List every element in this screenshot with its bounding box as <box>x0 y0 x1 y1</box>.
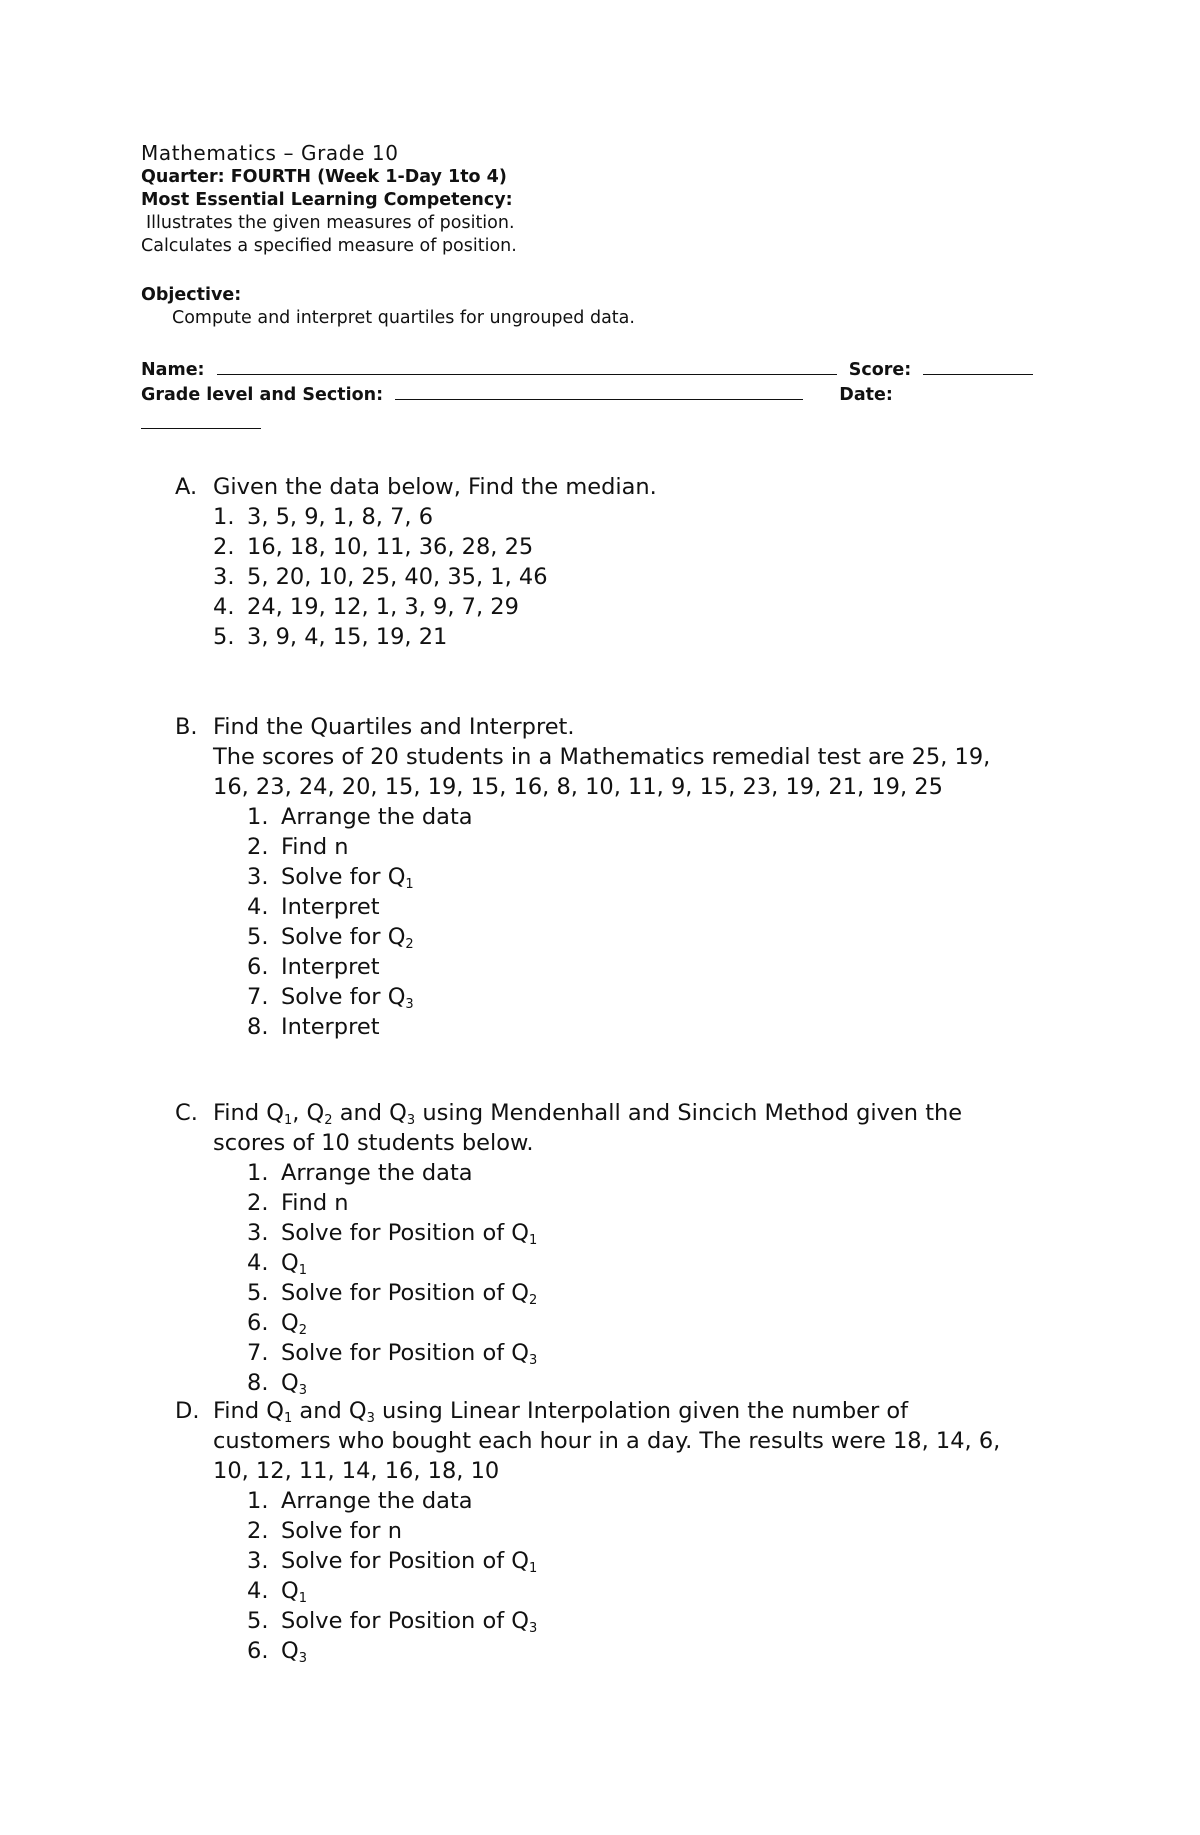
list-item: 7. Solve for Position of $Q_3$ <box>247 1340 538 1368</box>
objective-label: Objective: <box>141 285 242 305</box>
grade-label: Grade level and Section: <box>141 385 384 405</box>
list-item: 2. Solve for n <box>247 1518 402 1544</box>
section-a <box>175 472 1055 652</box>
list-item: 1. Arrange the data <box>247 804 473 830</box>
list-item: 1. 3, 5, 9, 1, 8, 7, 6 <box>213 504 434 530</box>
name-row <box>141 358 1071 380</box>
date-row <box>141 412 261 433</box>
competency-label: Most Essential Learning Competency: <box>141 190 513 210</box>
list-item: 5. Solve for Position of $Q_3$ <box>247 1608 538 1636</box>
section-a-list <box>213 502 1055 652</box>
competency-2: Calculates a specified measure of position. <box>141 236 517 256</box>
list-item: 3. 5, 20, 10, 25, 40, 35, 1, 46 <box>213 564 548 590</box>
list-item: 2. Find n <box>247 834 349 860</box>
score-field[interactable] <box>923 358 1033 375</box>
date-label: Date: <box>839 385 893 405</box>
section-c-heading <box>175 1098 1055 1158</box>
list-item: 2. Find n <box>247 1190 349 1216</box>
list-item: 5. Solve for Position of $Q_2$ <box>247 1280 538 1308</box>
list-item: 6. $Q_3$ <box>247 1638 307 1666</box>
section-b-list <box>247 802 1055 1042</box>
section-b-desc-2: 16, 23, 24, 20, 15, 19, 15, 16, 8, 10, 11, 9, 15, 23, 19, 21, 19, 25 <box>213 774 943 800</box>
section-c-title: Find $Q_1$, $Q_2$ and $Q_3$ using Mendenhall and Sincich Method given the <box>213 1100 963 1128</box>
list-item: 6. Interpret <box>247 954 380 980</box>
section-b <box>175 712 1055 1042</box>
section-d-list <box>247 1486 1055 1666</box>
list-item: 4. 24, 19, 12, 1, 3, 9, 7, 29 <box>213 594 519 620</box>
competency-1: Illustrates the given measures of position. <box>146 213 515 233</box>
section-d-title-line2: customers who bought each hour in a day. The results were 18, 14, 6, <box>213 1428 1001 1454</box>
list-item: 8. Interpret <box>247 1014 380 1040</box>
section-c-title-line2: scores of 10 students below. <box>213 1130 534 1156</box>
section-d-title: Find $Q_1$ and $Q_3$ using Linear Interpolation given the number of <box>213 1398 909 1426</box>
name-label: Name: <box>141 360 205 380</box>
quarter-label: Quarter: FOURTH (Week 1-Day 1to 4) <box>141 167 507 187</box>
page-title: Mathematics – Grade 10 <box>141 141 399 165</box>
section-c-list <box>247 1158 1055 1398</box>
objective-text: Compute and interpret quartiles for ungrouped data. <box>172 308 635 328</box>
list-item: 1. Arrange the data <box>247 1488 473 1514</box>
list-item: 6. $Q_2$ <box>247 1310 307 1338</box>
grade-field[interactable] <box>395 383 803 400</box>
section-b-desc-1: The scores of 20 students in a Mathematics remedial test are 25, 19, <box>213 744 991 770</box>
list-item: 7. Solve for $Q_3$ <box>247 984 414 1012</box>
list-item: 2. 16, 18, 10, 11, 36, 28, 25 <box>213 534 534 560</box>
list-item: 4. $Q_1$ <box>247 1250 307 1278</box>
list-item: 3. Solve for Position of $Q_1$ <box>247 1548 538 1576</box>
date-field[interactable] <box>141 412 261 429</box>
grade-row <box>141 383 1071 405</box>
section-b-letter: B. <box>175 714 198 740</box>
list-item: 5. 3, 9, 4, 15, 19, 21 <box>213 624 448 650</box>
section-c <box>175 1098 1055 1398</box>
section-d-title-line3: 10, 12, 11, 14, 16, 18, 10 <box>213 1458 500 1484</box>
list-item: 1. Arrange the data <box>247 1160 473 1186</box>
section-b-title: Find the Quartiles and Interpret. <box>213 714 575 740</box>
score-label: Score: <box>848 360 912 380</box>
section-d-letter: D. <box>175 1398 200 1424</box>
list-item: 5. Solve for $Q_2$ <box>247 924 414 952</box>
section-d-heading <box>175 1396 1055 1486</box>
list-item: 4. $Q_1$ <box>247 1578 307 1606</box>
list-item: 3. Solve for Position of $Q_1$ <box>247 1220 538 1248</box>
section-a-title: Given the data below, Find the median. <box>213 474 657 500</box>
name-field[interactable] <box>217 358 837 375</box>
section-c-letter: C. <box>175 1100 198 1126</box>
list-item: 4. Interpret <box>247 894 380 920</box>
section-a-letter: A. <box>175 474 198 500</box>
list-item: 3. Solve for $Q_1$ <box>247 864 414 892</box>
section-a-heading <box>175 472 1055 502</box>
section-b-heading <box>175 712 1055 802</box>
list-item: 8. $Q_3$ <box>247 1370 307 1398</box>
section-d <box>175 1396 1055 1666</box>
